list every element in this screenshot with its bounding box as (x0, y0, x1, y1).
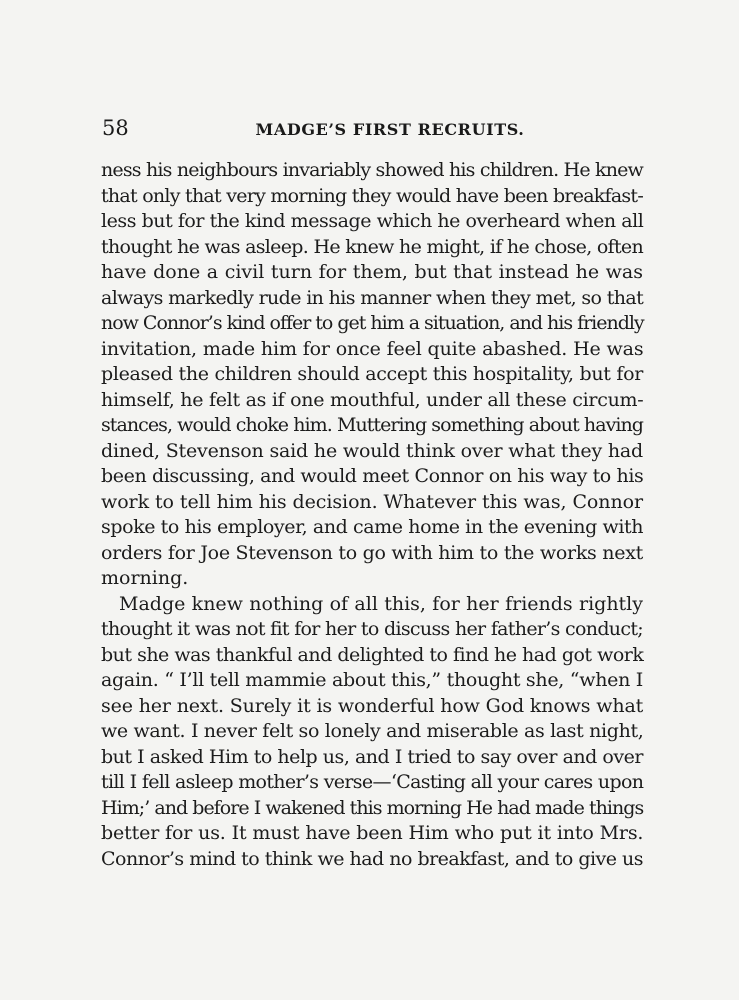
paragraph-2 (101, 592, 643, 873)
text-line: again. “ I’ll tell mammie about this,” thought she, “when I (101, 669, 644, 691)
body-text (101, 158, 643, 872)
text-line: Connor’s mind to think we had no breakfast, and to give us (101, 847, 643, 870)
text-line: Him;’ and before I wakened this morning He had made things (101, 796, 644, 819)
paragraph-1 (101, 158, 643, 592)
text-line: we want. I never felt so lonely and miserable as last night, (101, 720, 644, 742)
text-line: work to tell him his decision. Whatever this was, Connor (101, 490, 643, 513)
text-line: but she was thankful and delighted to find he had got work (101, 643, 644, 666)
text-line: himself, he felt as if one mouthful, under all these circum- (101, 388, 644, 411)
text-line: dined, Stevenson said he would think over what they had (101, 439, 644, 462)
text-line: that only that very morning they would have been breakfast- (101, 184, 643, 207)
text-line: pleased the children should accept this hospitality, but for (101, 363, 643, 385)
text-line: morning. (101, 567, 189, 589)
page-number: 58 (102, 116, 129, 140)
text-line: ness his neighbours invariably showed his children. He knew (101, 159, 643, 181)
page-header (102, 116, 642, 144)
text-line: been discussing, and would meet Connor on his way to his (101, 465, 644, 487)
text-line: invitation, made him for once feel quite abashed. He was (101, 337, 644, 360)
text-line: have done a civil turn for them, but that instead he was (101, 261, 643, 283)
text-line: now Connor’s kind offer to get him a situation, and his friendly (101, 312, 644, 334)
text-line: less but for the kind message which he overheard when all (101, 210, 644, 232)
text-line: thought it was not fit for her to discuss her father’s conduct; (101, 618, 643, 640)
text-line: stances, would choke him. Muttering something about having (101, 414, 643, 436)
text-line: orders for Joe Stevenson to go with him to the works next (101, 541, 643, 564)
text-line: thought he was asleep. He knew he might, if he chose, often (101, 235, 643, 258)
text-line: Madge knew nothing of all this, for her friends rightly (119, 592, 643, 615)
text-line: better for us. It must have been Him who put it into Mrs. (101, 822, 644, 844)
text-line: till I fell asleep mother’s verse—‘Casting all your cares upon (101, 771, 644, 793)
text-line: spoke to his employer, and came home in the evening with (101, 516, 644, 538)
text-line: see her next. Surely it is wonderful how God knows what (101, 694, 644, 717)
running-title: MADGE’S FIRST RECRUITS. (255, 120, 525, 139)
text-line: but I asked Him to help us, and I tried to say over and over (101, 745, 643, 768)
text-line: always markedly rude in his manner when they met, so that (101, 286, 644, 309)
